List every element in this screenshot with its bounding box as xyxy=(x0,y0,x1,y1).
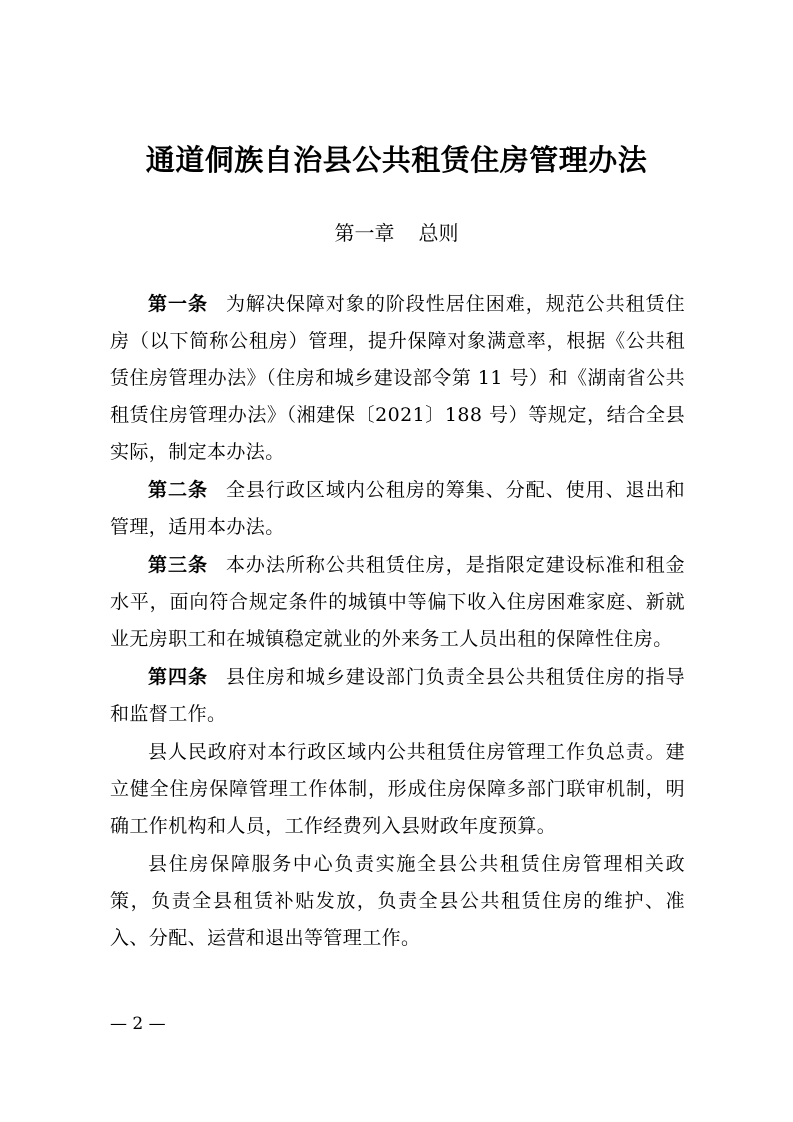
article-label: 第三条 xyxy=(148,554,208,576)
document-body xyxy=(110,286,685,957)
article-label: 第四条 xyxy=(148,666,208,688)
article-text: 县住房和城乡建设部门负责全县公共租赁住房的指导和监督工作。 xyxy=(110,666,685,725)
chapter-number: 第一章 xyxy=(334,221,395,245)
article-text: 本办法所称公共租赁住房，是指限定建设标准和租金水平，面向符合规定条件的城镇中等偏下收入住房困难家庭、新就业无房职工和在城镇稳定就业的外来务工人员出租的保障性住房。 xyxy=(110,554,685,650)
chapter-name: 总则 xyxy=(418,221,459,245)
paragraph-county-government xyxy=(110,734,685,845)
paragraph-housing-center xyxy=(110,846,685,957)
article-label: 第一条 xyxy=(148,293,208,315)
article-text: 为解决保障对象的阶段性居住困难，规范公共租赁住房（以下简称公租房）管理，提升保障对象满意率，根据《公共租赁住房管理办法》（住房和城乡建设部令第 11 号）和《湖南省公共租赁住房管理办法》（湘建保〔2021〕188 号）等规定，结合全县实际，制定本办法。 xyxy=(110,293,685,463)
paragraph-article-1 xyxy=(110,286,685,471)
article-label: 第二条 xyxy=(148,479,208,501)
paragraph-text: 县人民政府对本行政区域内公共租赁住房管理工作负总责。建立健全住房保障管理工作体制，形成住房保障多部门联审机制，明确工作机构和人员，工作经费列入县财政年度预算。 xyxy=(110,741,685,837)
paragraph-article-2 xyxy=(110,472,685,546)
paragraph-text: 县住房保障服务中心负责实施全县公共租赁住房管理相关政策，负责全县租赁补贴发放，负责全县公共租赁住房的维护、准入、分配、运营和退出等管理工作。 xyxy=(110,853,685,949)
paragraph-article-3 xyxy=(110,547,685,658)
document-title: 通道侗族自治县公共租赁住房管理办法 xyxy=(145,143,648,177)
article-text: 全县行政区域内公租房的筹集、分配、使用、退出和管理，适用本办法。 xyxy=(110,479,685,538)
paragraph-article-4 xyxy=(110,659,685,733)
chapter-heading xyxy=(0,218,793,248)
page-number: — 2 — xyxy=(110,1014,166,1034)
